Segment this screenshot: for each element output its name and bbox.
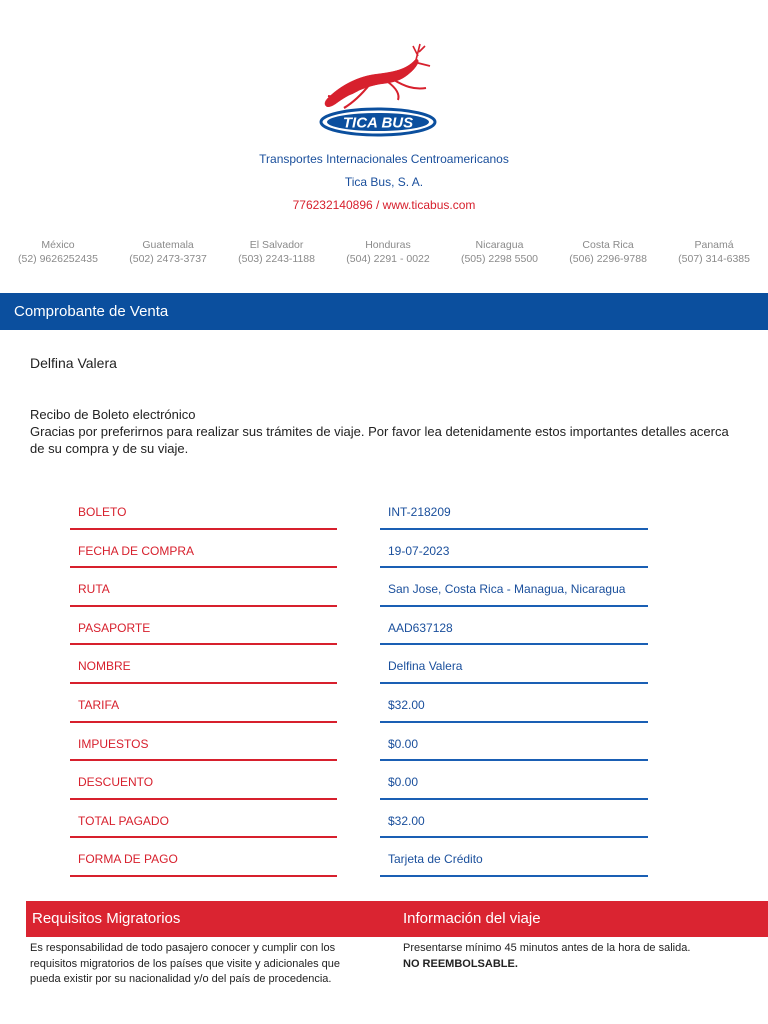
detail-value: INT-218209 <box>388 505 451 519</box>
detail-label: TARIFA <box>78 697 120 712</box>
non-refundable-notice: NO REEMBOLSABLE. <box>403 957 518 970</box>
trip-info-title: Información del viaje <box>403 910 541 927</box>
detail-value: $32.00 <box>388 813 425 828</box>
detail-value: $0.00 <box>388 736 419 751</box>
detail-label: TOTAL PAGADO <box>78 813 169 828</box>
country-phones <box>18 238 750 266</box>
detail-value: Delfina Valera <box>388 659 463 674</box>
intro-body: Gracias por preferirnos para realizar sus trámites de viaje. Por favor lea detenidamente estos importantes detalles acerca de su compra y de su viaje. <box>30 424 729 456</box>
country-mexico: México (52) 9626252435 <box>18 239 98 265</box>
detail-row <box>70 497 648 536</box>
detail-label: NOMBRE <box>78 659 131 674</box>
company-fullname: Transportes Internacionales Centroamericanos <box>259 152 509 166</box>
detail-row <box>70 690 648 729</box>
intro-heading: Recibo de Boleto electrónico <box>30 407 196 422</box>
detail-row <box>70 536 648 575</box>
detail-row <box>70 806 648 845</box>
detail-label: BOLETO <box>78 505 127 519</box>
company-contact[interactable]: 776232140896 / www.ticabus.com <box>292 198 476 212</box>
detail-row <box>70 574 648 613</box>
migration-requirements-title: Requisitos Migratorios <box>32 910 181 927</box>
detail-row <box>70 767 648 806</box>
trip-info-text <box>403 941 743 972</box>
country-panama: Panamá (507) 314-6385 <box>678 239 750 265</box>
brand-name: TICA BUS <box>342 114 414 132</box>
country-costa-rica: Costa Rica (506) 2296-9788 <box>569 239 647 265</box>
detail-label: FORMA DE PAGO <box>78 852 178 867</box>
section-title-bar: Comprobante de Venta <box>0 293 768 330</box>
company-legal-name: Tica Bus, S. A. <box>344 175 424 189</box>
detail-value: 19-07-2023 <box>388 543 450 558</box>
intro-text <box>30 406 745 457</box>
detail-row <box>70 651 648 690</box>
detail-value: AAD637128 <box>388 620 453 635</box>
detail-value: San Jose, Costa Rica - Managua, Nicaragua <box>388 582 626 597</box>
detail-value: Tarjeta de Crédito <box>388 852 483 867</box>
detail-row <box>70 729 648 768</box>
country-el-salvador: El Salvador (503) 2243-1188 <box>238 239 315 265</box>
detail-label: FECHA DE COMPRA <box>78 543 195 558</box>
country-guatemala: Guatemala (502) 2473-3737 <box>129 239 207 265</box>
ticket-details <box>70 497 648 883</box>
country-honduras: Honduras (504) 2291 - 0022 <box>346 239 430 265</box>
tica-bus-logo <box>318 36 442 140</box>
deer-icon <box>325 44 430 108</box>
detail-value: $32.00 <box>388 697 425 712</box>
company-info <box>0 148 768 217</box>
detail-label: IMPUESTOS <box>78 736 149 751</box>
customer-name: Delfina Valera <box>30 355 117 371</box>
country-nicaragua: Nicaragua (505) 2298 5500 <box>460 239 539 265</box>
detail-row <box>70 613 648 652</box>
detail-label: DESCUENTO <box>78 775 154 790</box>
footer-bar <box>26 901 768 937</box>
detail-label: RUTA <box>78 582 110 597</box>
detail-label: PASAPORTE <box>78 620 151 635</box>
detail-row <box>70 844 648 883</box>
migration-requirements-text: Es responsabilidad de todo pasajero conocer y cumplir con los requisitos migratorios de los países que visite y adicionales que pueda existir por su nacionalidad y/o del país de procedencia. <box>30 942 340 985</box>
trip-info-notice: Presentarse mínimo 45 minutos antes de la hora de salida. <box>403 942 691 954</box>
detail-value: $0.00 <box>388 775 419 790</box>
